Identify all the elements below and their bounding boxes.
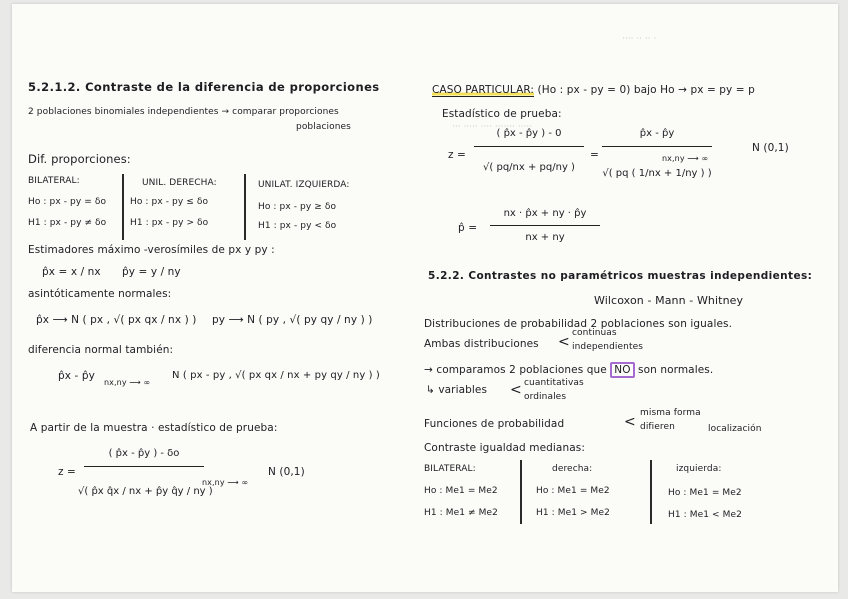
column-divider [650,460,652,524]
column-divider [244,174,246,240]
funciones-line: Funciones de probabilidad [424,418,565,430]
bilateral-title: BILATERAL: [28,176,80,186]
misma-label: misma forma [640,408,701,418]
unil-izquierda-h0: Ho : px - py ≥ δo [258,202,337,212]
np-izquierda-title: izquierda: [676,464,722,474]
caso-particular-line [432,84,755,96]
z1-denominator: √( pq/nx + pq/ny ) [483,162,575,173]
column-divider [520,460,522,524]
unil-derecha-h0: Ho : px - py ≤ δo [130,197,209,207]
asintoticamente-line: asintóticamente normales: [28,288,172,300]
comparamos-text: → comparamos 2 poblaciones que [424,364,607,376]
comparamos-end: son normales. [638,364,714,376]
difieren-label: difieren [640,422,675,432]
bleed-through-text: ···· ·· ·· · [622,34,657,44]
a-partir-line: A partir de la muestra · estadístico de prueba: [30,422,278,434]
unil-izquierda-h1: H1 : px - py < δo [258,221,337,231]
np-izquierda-h1: H1 : Me1 < Me2 [668,510,742,520]
localizacion-label: localización [708,424,762,434]
z2-denominator: √( pq ( 1/nx + 1/ny ) ) [602,168,712,179]
brace-less-than: < [558,334,570,350]
np-derecha-h0: Ho : Me1 = Me2 [536,486,610,496]
caso-particular-label: CASO PARTICULAR: [432,84,535,96]
stat-numerator: ( p̂x - p̂y ) - δo [108,448,180,459]
diff-distribution-arrow: nx,ny ⟶ ∞ [104,378,151,387]
ambas-line: Ambas distribuciones [424,338,539,350]
unil-derecha-title: UNIL. DERECHA: [142,178,217,188]
contraste-medianas-line: Contraste igualdad medianas: [424,442,585,454]
p-hat-lhs: p̂ = [458,222,478,234]
px-hat-distribution: p̂x ⟶ N ( px , √( px qx / nx ) ) [36,314,197,326]
fraction-bar [474,146,584,147]
no-highlight-box: NO [610,362,634,378]
fraction-bar [602,146,712,147]
np-bilateral-h0: Ho : Me1 = Me2 [424,486,498,496]
z2-numerator: p̂x - p̂y [639,128,675,139]
diferencia-normal-line: diferencia normal también: [28,344,174,356]
p-hat-numerator: nx · p̂x + ny · p̂y [503,208,587,219]
diff-distribution-rhs: N ( px - py , √( px qx / nx + py qy / ny ) ) [172,370,380,381]
fraction-bar [84,466,204,467]
independientes-label: independientes [572,342,644,352]
p-hat-denominator: nx + ny [525,232,565,243]
intro-line-continuation: poblaciones [296,122,351,132]
intro-line: 2 poblaciones binomiales independientes → comparar proporciones [28,107,339,117]
stat-z-lhs: z = [58,466,76,478]
section-title-diff-proportions: 5.2.1.2. Contraste de la diferencia de proporciones [28,80,380,94]
caso-particular-condition: (Ho : px - py = 0) bajo Ho → px = py = p [537,84,755,96]
distribuciones-line: Distribuciones de probabilidad 2 poblaciones son iguales. [424,318,733,330]
np-bilateral-title: BILATERAL: [424,464,476,474]
px-hat-formula: p̂x = x / nx [42,266,101,278]
z1-numerator: ( p̂x - p̂y ) - 0 [496,128,562,139]
stat-denominator: √( p̂x q̂x / nx + p̂y q̂y / ny ) [78,486,213,497]
continuas-label: continuas [572,328,617,338]
brace-less-than: < [624,414,636,430]
np-derecha-title: derecha: [552,464,593,474]
nonparametric-title: 5.2.2. Contrastes no paramétricos muestras independientes: [428,270,813,282]
bilateral-h1: H1 : px - py ≠ δo [28,218,107,228]
bilateral-h0: Ho : px - py = δo [28,197,107,207]
unil-izquierda-title: UNILAT. IZQUIERDA: [258,180,350,190]
variables-line: ↳ variables [426,384,488,396]
cuantitativas-label: cuantitativas [524,378,584,388]
brace-less-than: < [510,382,522,398]
estimadores-line: Estimadores máximo -verosímiles de px y py : [28,244,275,256]
z-lhs: z = [448,149,466,161]
py-hat-distribution: py ⟶ N ( py , √( py qy / ny ) ) [212,314,373,326]
column-divider [122,174,124,240]
comparamos-line [424,364,713,376]
equals-sign: = [590,149,599,161]
z-rhs: N (0,1) [752,142,789,154]
np-derecha-h1: H1 : Me1 > Me2 [536,508,610,518]
notebook-page [12,4,838,592]
fraction-bar [490,225,600,226]
py-hat-formula: p̂y = y / ny [122,266,181,278]
unil-derecha-h1: H1 : px - py > δo [130,218,209,228]
np-izquierda-h0: Ho : Me1 = Me2 [668,488,742,498]
estadistico-heading: Estadístico de prueba: [442,108,562,120]
stat-rhs: N (0,1) [268,466,305,478]
wmw-subtitle: Wilcoxon - Mann - Whitney [594,294,744,307]
dif-proportions-heading: Dif. proporciones: [28,152,131,166]
ordinales-label: ordinales [524,392,567,402]
np-bilateral-h1: H1 : Me1 ≠ Me2 [424,508,498,518]
bleed-through-text: ··· ····· ···· ······· ····· [452,122,533,132]
stat-arrow: nx,ny ⟶ ∞ [202,478,249,487]
z-arrow: nx,ny ⟶ ∞ [662,154,709,163]
diff-distribution-lhs: p̂x - p̂y [58,370,95,382]
